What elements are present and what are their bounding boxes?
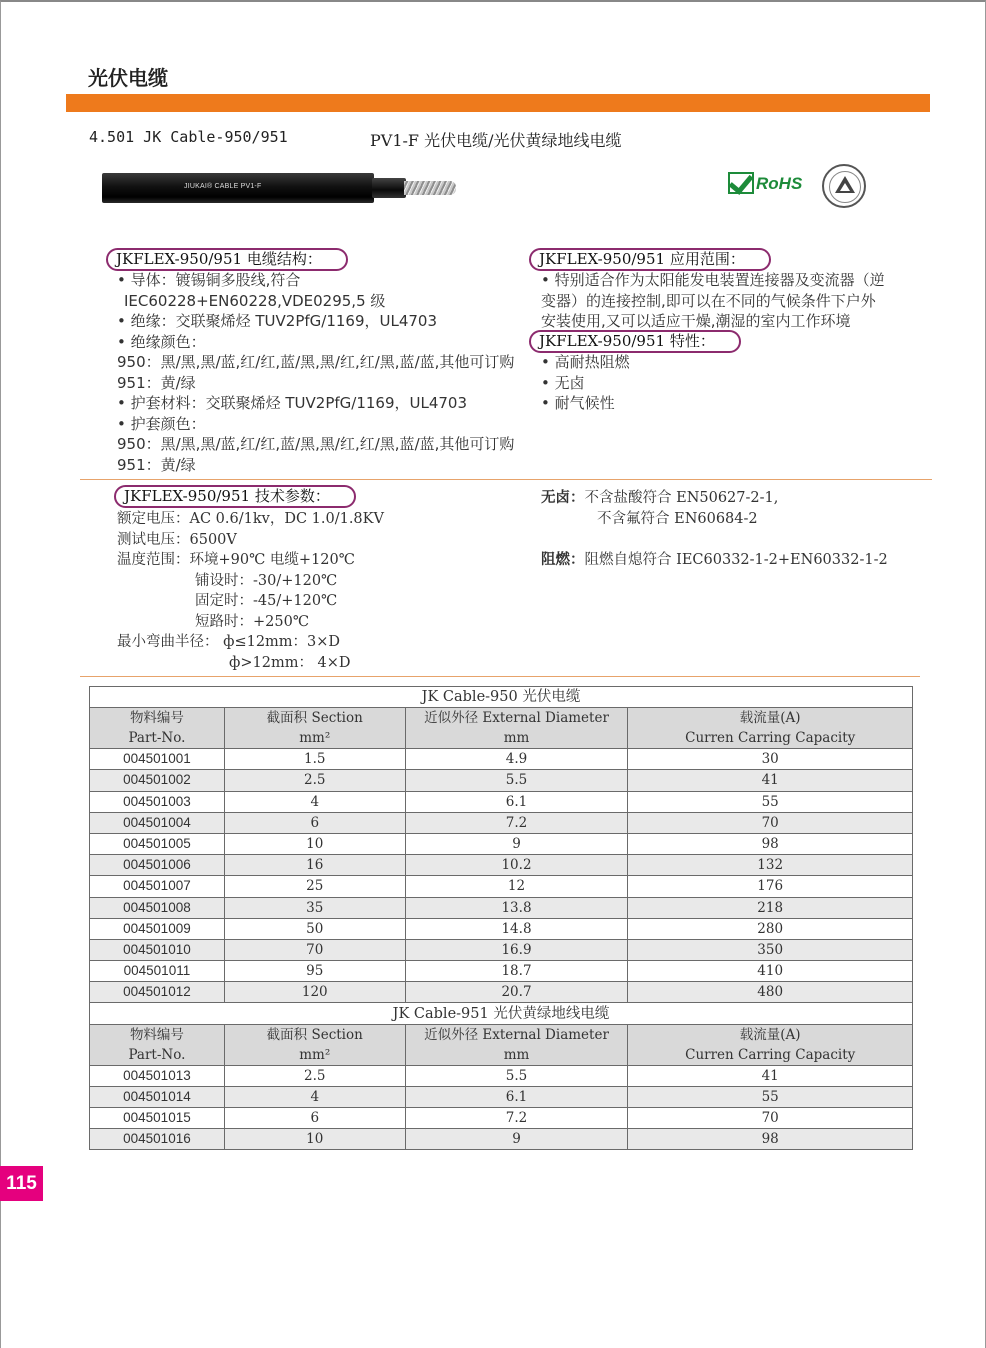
- technical-block: [117, 509, 384, 673]
- cell-diameter: 6.1: [405, 791, 628, 812]
- structure-heading-box: [106, 248, 348, 271]
- cell-part-no: 004501002: [90, 770, 225, 791]
- header-section: 截面积 Section mm²: [224, 708, 405, 749]
- header-capacity: 载流量(A) Curren Carring Capacity: [628, 708, 913, 749]
- rohs-check-icon: [728, 172, 754, 194]
- cell-capacity: 280: [628, 918, 913, 939]
- cell-capacity: 480: [628, 982, 913, 1003]
- flame-text: 阻燃自熄符合 IEC60332-1-2+EN60332-1-2: [584, 552, 888, 568]
- technical-line: 温度范围：环境+90℃ 电缆+120℃: [117, 552, 355, 568]
- table-951-body: [90, 1003, 913, 1150]
- page-number: 115: [0, 1166, 43, 1201]
- halogen-block: [541, 488, 778, 529]
- cell-section: 2.5: [224, 770, 405, 791]
- cell-section: 16: [224, 855, 405, 876]
- rohs-logo: [728, 170, 812, 198]
- table-row: [90, 855, 913, 876]
- cell-section: 50: [224, 918, 405, 939]
- cell-section: 6: [224, 812, 405, 833]
- orange-header-bar: [66, 94, 930, 112]
- table-row: [90, 1129, 913, 1150]
- flame-block: [541, 550, 888, 571]
- header-part-no: 物料编号 Part-No.: [90, 1024, 225, 1065]
- product-name: PV1-F 光伏电缆/光伏黄绿地线电缆: [370, 131, 622, 150]
- feature-item: • 耐气候性: [541, 394, 615, 412]
- cell-section: 70: [224, 939, 405, 960]
- structure-line: 951：黄/绿: [117, 373, 196, 392]
- cell-capacity: 218: [628, 897, 913, 918]
- cell-section: 25: [224, 876, 405, 897]
- application-line: • 特别适合作为太阳能发电装置连接器及变流器（逆: [541, 271, 885, 289]
- section-title: 光伏电缆: [88, 66, 168, 90]
- cell-diameter: 12: [405, 876, 628, 897]
- cell-capacity: 30: [628, 749, 913, 770]
- cell-capacity: 176: [628, 876, 913, 897]
- structure-line: 951：黄/绿: [117, 455, 196, 474]
- structure-block: [117, 270, 514, 475]
- halogen-label: 无卤：: [541, 489, 585, 506]
- header-diameter: 近似外径 External Diameter mm: [405, 1024, 628, 1065]
- feature-item: • 无卤: [541, 373, 585, 392]
- structure-line: • 护套颜色：: [117, 414, 206, 433]
- cell-diameter: 10.2: [405, 855, 628, 876]
- features-heading-box: [529, 330, 741, 353]
- header-diameter: 近似外径 External Diameter mm: [405, 708, 628, 749]
- table-951-title: JK Cable-951 光伏黄绿地线电缆: [90, 1003, 913, 1024]
- tuv-certification-icon: [822, 164, 866, 208]
- cell-section: 10: [224, 833, 405, 854]
- structure-line: IEC60228+EN60228,VDE0295,5 级: [124, 291, 386, 310]
- cell-part-no: 004501009: [90, 918, 225, 939]
- product-code: 4.501 JK Cable-950/951: [89, 128, 288, 146]
- cell-diameter: 14.8: [405, 918, 628, 939]
- cell-part-no: 004501004: [90, 812, 225, 833]
- technical-line: 短路时：+250℃: [195, 613, 310, 630]
- features-block: [541, 352, 630, 414]
- cell-capacity: 350: [628, 939, 913, 960]
- cell-diameter: 9: [405, 1129, 628, 1150]
- header-part-no: 物料编号 Part-No.: [90, 708, 225, 749]
- features-heading: JKFLEX-950/951 特性：: [529, 330, 741, 353]
- technical-line: 测试电压：6500V: [117, 531, 237, 548]
- table-row: [90, 897, 913, 918]
- application-line: 变器）的连接控制,即可以在不同的气候条件下户外: [541, 291, 876, 310]
- cable-conductor: [404, 181, 456, 195]
- application-heading: JKFLEX-950/951 应用范围：: [529, 248, 771, 271]
- table-row: [90, 982, 913, 1003]
- cell-part-no: 004501012: [90, 982, 225, 1003]
- technical-line: 铺设时：-30/+120℃: [195, 572, 338, 589]
- cell-capacity: 98: [628, 1129, 913, 1150]
- technical-line: ф>12mm： 4×D: [229, 654, 351, 671]
- structure-heading: JKFLEX-950/951 电缆结构：: [106, 248, 348, 271]
- cell-section: 2.5: [224, 1065, 405, 1086]
- cell-section: 10: [224, 1129, 405, 1150]
- application-heading-box: [529, 248, 771, 271]
- cell-diameter: 5.5: [405, 770, 628, 791]
- table-row: [90, 833, 913, 854]
- table-row: [90, 812, 913, 833]
- halogen-line: 不含氟符合 EN60684-2: [597, 510, 758, 527]
- cell-capacity: 41: [628, 1065, 913, 1086]
- table-row: [90, 1086, 913, 1107]
- table-row: [90, 1108, 913, 1129]
- cell-diameter: 7.2: [405, 1108, 628, 1129]
- table-header-row: [90, 708, 913, 749]
- cell-part-no: 004501003: [90, 791, 225, 812]
- cell-diameter: 5.5: [405, 1065, 628, 1086]
- cell-part-no: 004501016: [90, 1129, 225, 1150]
- table-row: [90, 939, 913, 960]
- feature-item: • 高耐热阻燃: [541, 353, 630, 371]
- cell-section: 4: [224, 791, 405, 812]
- table-header-row: [90, 1024, 913, 1065]
- cell-capacity: 41: [628, 770, 913, 791]
- cable-spec-table: [89, 686, 913, 1150]
- table-title-row: [90, 1003, 913, 1024]
- header-capacity: 载流量(A) Curren Carring Capacity: [628, 1024, 913, 1065]
- cell-section: 6: [224, 1108, 405, 1129]
- structure-line: • 导体：镀锡铜多股线,符合: [117, 271, 301, 289]
- structure-line: 950：黑/黑,黑/蓝,红/红,蓝/黑,黑/红,红/黑,蓝/蓝,其他可订购: [117, 353, 515, 371]
- table-row: [90, 961, 913, 982]
- cell-diameter: 18.7: [405, 961, 628, 982]
- technical-heading: JKFLEX-950/951 技术参数：: [114, 485, 356, 508]
- cell-section: 120: [224, 982, 405, 1003]
- cell-section: 4: [224, 1086, 405, 1107]
- cell-capacity: 70: [628, 1108, 913, 1129]
- cable-jacket: [102, 173, 374, 203]
- technical-line: 额定电压：AC 0.6/1kv，DC 1.0/1.8KV: [117, 511, 384, 527]
- cell-diameter: 6.1: [405, 1086, 628, 1107]
- structure-line: • 护套材料：交联聚烯烃 TUV2PfG/1169，UL4703: [117, 394, 468, 412]
- cell-section: 35: [224, 897, 405, 918]
- technical-heading-box: [114, 485, 356, 508]
- table-950-title: JK Cable-950 光伏电缆: [90, 687, 913, 708]
- cell-part-no: 004501014: [90, 1086, 225, 1107]
- section-divider: [80, 676, 920, 677]
- cell-capacity: 55: [628, 1086, 913, 1107]
- table-row: [90, 770, 913, 791]
- structure-line: 950：黑/黑,黑/蓝,红/红,蓝/黑,黑/红,红/黑,蓝/蓝,其他可订购: [117, 435, 515, 453]
- halogen-line: 不含盐酸符合 EN50627-2-1,: [584, 490, 779, 506]
- cell-part-no: 004501011: [90, 961, 225, 982]
- table-row: [90, 918, 913, 939]
- cable-image: [102, 170, 462, 206]
- cell-part-no: 004501008: [90, 897, 225, 918]
- cell-part-no: 004501015: [90, 1108, 225, 1129]
- cell-diameter: 13.8: [405, 897, 628, 918]
- cell-part-no: 004501006: [90, 855, 225, 876]
- application-line: 安装使用,又可以适应干燥,潮湿的室内工作环境: [541, 312, 851, 330]
- cell-part-no: 004501013: [90, 1065, 225, 1086]
- cable-print-text: JIUKAI® CABLE PV1-F: [184, 183, 262, 190]
- cell-capacity: 55: [628, 791, 913, 812]
- cell-diameter: 16.9: [405, 939, 628, 960]
- cell-diameter: 4.9: [405, 749, 628, 770]
- structure-line: • 绝缘颜色：: [117, 332, 206, 351]
- table-950-body: [90, 687, 913, 1003]
- cell-section: 95: [224, 961, 405, 982]
- cell-diameter: 9: [405, 833, 628, 854]
- table-row: [90, 876, 913, 897]
- cell-part-no: 004501005: [90, 833, 225, 854]
- table-row: [90, 1065, 913, 1086]
- cell-section: 1.5: [224, 749, 405, 770]
- cable-insulation: [372, 178, 406, 198]
- section-divider: [80, 479, 932, 480]
- table-row: [90, 791, 913, 812]
- table-row: [90, 749, 913, 770]
- application-block: [541, 270, 885, 332]
- header-section: 截面积 Section mm²: [224, 1024, 405, 1065]
- flame-label: 阻燃：: [541, 551, 585, 568]
- cell-part-no: 004501001: [90, 749, 225, 770]
- cell-capacity: 98: [628, 833, 913, 854]
- rohs-label: RoHS: [756, 174, 803, 193]
- cell-capacity: 410: [628, 961, 913, 982]
- cell-diameter: 20.7: [405, 982, 628, 1003]
- technical-line: 固定时：-45/+120℃: [195, 593, 338, 609]
- table-title-row: [90, 687, 913, 708]
- cell-part-no: 004501010: [90, 939, 225, 960]
- cell-capacity: 132: [628, 855, 913, 876]
- technical-line: 最小弯曲半径： ф≤12mm：3×D: [117, 634, 341, 650]
- cell-diameter: 7.2: [405, 812, 628, 833]
- structure-line: • 绝缘：交联聚烯烃 TUV2PfG/1169，UL4703: [117, 312, 438, 330]
- cell-part-no: 004501007: [90, 876, 225, 897]
- cell-capacity: 70: [628, 812, 913, 833]
